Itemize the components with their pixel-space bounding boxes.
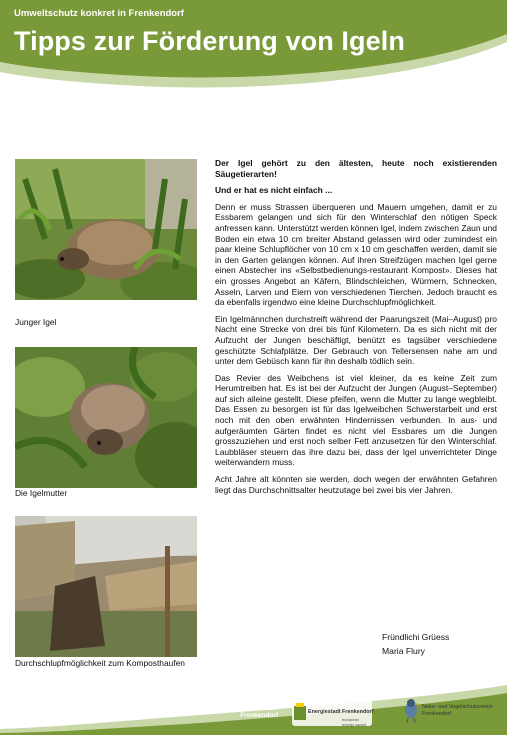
photo-young-hedgehog [15,159,197,300]
energiestadt-label: Energiestadt [308,709,341,715]
signature-greeting: Fründlichi Grüess [382,632,450,642]
hedgehog-photo-icon [15,159,197,300]
photo-caption [15,658,197,669]
photo-compost-passage [15,516,197,657]
nvv-logo-line2: Frenkendorf [422,710,452,717]
signature-name: Maria Flury [382,645,425,656]
uek-logo [240,705,278,719]
paragraph: Das Revier des Weibchens ist viel kleiner, da es keine Zeit zum Herumtreiben hat. Es ist bei der Aufzucht der Jungen (August–September) auf sich alleine gestellt. Diese pfeifen, wenn die Mutter zu lange wegbleibt. Das Essen zu besorgen ist für das Igelweibchen Schwerstarbeit und erst noch mit den oben erwähnten Hindernissen verbunden. In aus- und aufgeräumten Gärten findet es nicht viel Essbares um die Jungen grosszuziehen und erst noch selber Fett anzusetzen für den Winterschlaf. Laubbläser steuern das ihre dazu bei, dass der Igel unverrichteter Dinge weiterwandern muss. [215,372,497,468]
photo-caption-text: Durchschlupfmöglichkeit zum Komposthaufen [15,658,185,668]
series-title: Umweltschutz konkret in Frenkendorf [14,8,184,19]
signature [382,631,449,658]
uek-logo-line1: UEK [264,705,278,712]
paragraph: Denn er muss Strassen überqueren und Mauern umgehen, damit er zu Essbarem gelangen und sich für den Winterschlaf den nötigen Speck anfressen kann. Unterstützt werden können Igel, indem zwischen Zaun und Boden ein etwa 10 cm breiter Abstand gelassen wird oder zumindest ein paar kleine Schlupflöcher von 10 cm x 10 cm geschaffen werden, damit sie in den Garten gelangen können. Auf ihren Streifzügen machen Igel gerne einen Abstecher ins «Selbstbedienungs-restaurant Kompost». Dieses hat ein grosses Angebot an Käfern, Blindschleichen, Würmern, Schnecken, Asseln, Larven und Eiern von verschiedenen Tierchen. Jedoch braucht es da ebenfalls irgendwo eine kleine Durchschlupfmöglichkeit. [215,201,497,308]
nvv-logo-line1: Natur- und Vogelschutzverein [422,704,493,710]
photo-caption: Junger Igel [15,317,57,327]
lead-sentence: Der Igel gehört zu den ältesten, heute noch existierenden Säugetierarten! [215,158,497,179]
nvv-logo-text [422,704,493,717]
compost-photo-icon [15,516,197,657]
paragraph: Ein Igelmännchen durchstreift während der Paarungszeit (Mai–August) pro Nacht eine Strecke von drei bis fünf Kilometern. Da es sich nicht mit der Aufzucht der Jungen beschäftigt, benützt es tagsüber verschiedene geschützte Schlafplätze. Der Gebrauch von Tellersensen nahe am und unter dem Gebüsch kann für ihn deshalb tödlich sein. [215,313,497,367]
energiestadt-award: european energy award [342,717,367,727]
photo-caption: Die Igelmutter [15,488,68,498]
uek-logo-line2: Frenkendorf [240,712,278,719]
nvv-logo [402,698,504,726]
subheading: Und er hat es nicht einfach ... [215,185,333,196]
paragraph: Acht Jahre alt könnten sie werden, doch wegen der erwähnten Gefahren liegt das Durchschnittsalter heutzutage bei zwei bis vier Jahren. [215,474,497,495]
photo-mother-hedgehog [15,347,197,488]
page-header [0,0,507,92]
hedgehog-photo-icon [15,347,197,488]
energiestadt-town: Frenkendorf [342,709,374,715]
energiestadt-logo [292,700,372,726]
page-title: Tipps zur Förderung von Igeln [14,26,405,56]
article-body [215,158,497,501]
bird-icon [402,698,420,724]
